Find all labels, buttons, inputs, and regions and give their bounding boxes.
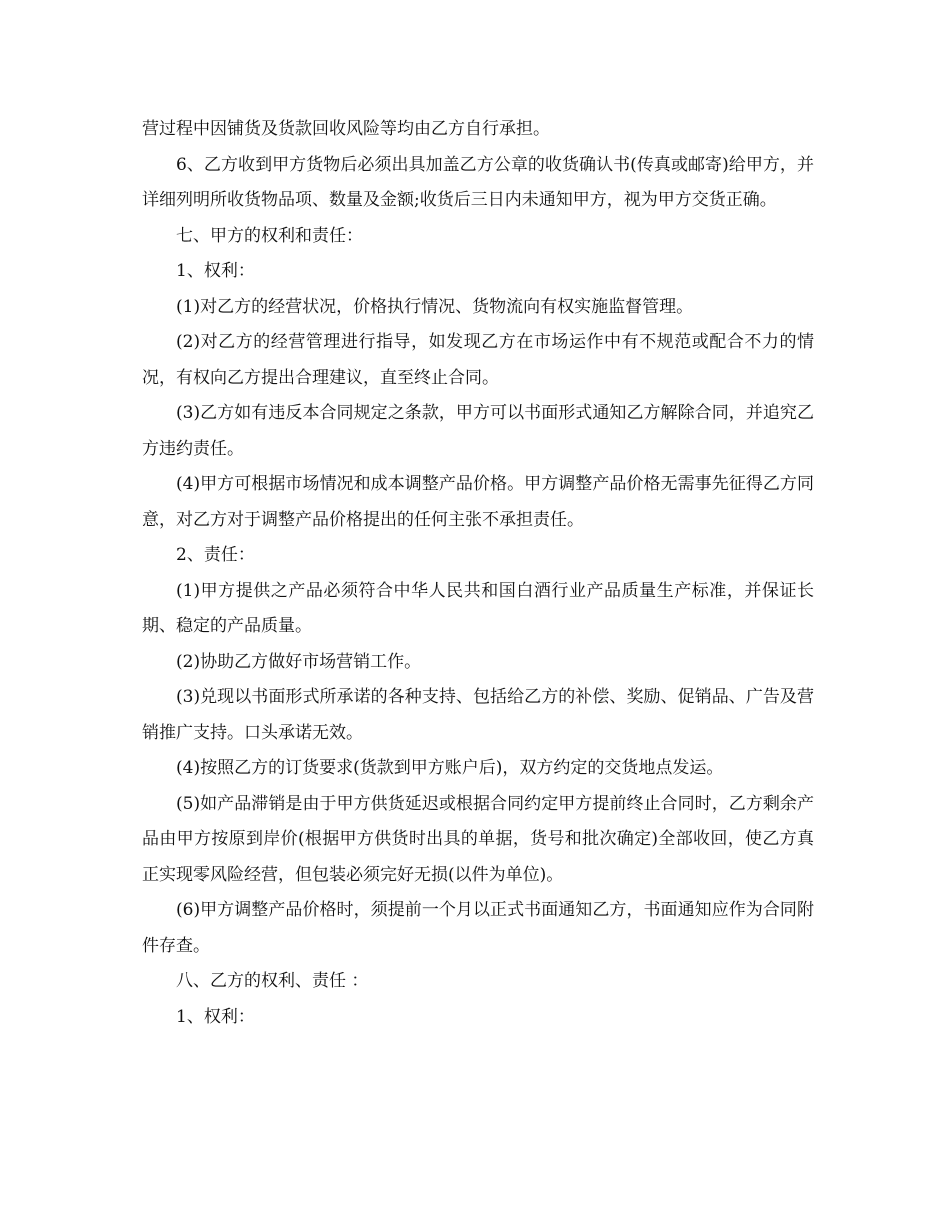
paragraph-continuation: 营过程中因铺货及货款回收风险等均由乙方自行承担。 [142,119,550,139]
section-heading-7: 七、甲方的权利和责任： [176,225,363,246]
paragraph-clause-6: 6、乙方收到甲方货物后必须出具加盖乙方公章的收货确认书(传真或邮寄)给甲方，并详细列明所收货物品项、数量及金额;收货后三日内未通知甲方，视为甲方交货正确。 [142,154,814,210]
paragraph-responsibility-5: (5)如产品滞销是由于甲方供货延迟或根据合同约定甲方提前终止合同时，乙方剩余产品由甲方按原到岸价(根据甲方供货时出具的单据，货号和批次确定)全部收回，使乙方真正实现零风险经营，但包装必须完好无损(以件为单位)。 [142,793,814,885]
paragraph-responsibility-1: (1)甲方提供之产品必须符合中华人民共和国白酒行业产品质量生产标准，并保证长期、稳定的产品质量。 [142,580,814,636]
paragraph-responsibility-4: (4)按照乙方的订货要求(货款到甲方账户后)，双方约定的交货地点发运。 [176,758,724,778]
paragraph-rights-4: (4)甲方可根据市场情况和成本调整产品价格。甲方调整产品价格无需事先征得乙方同意，对乙方对于调整产品价格提出的任何主张不承担责任。 [142,474,814,530]
paragraph-rights-1: (1)对乙方的经营状况，价格执行情况、货物流向有权实施监督管理。 [176,296,694,317]
paragraph-responsibility-6: (6)甲方调整产品价格时，须提前一个月以正式书面通知乙方，书面通知应作为合同附件存查。 [142,900,814,956]
subheading-rights-b: 1、权利： [176,1006,255,1027]
paragraph-responsibility-3: (3)兑现以书面形式所承诺的各种支持、包括给乙方的补偿、奖励、促销品、广告及营销推广支持。口头承诺无效。 [142,687,814,743]
subheading-rights: 1、权利： [176,261,255,281]
paragraph-responsibility-2: (2)协助乙方做好市场营销工作。 [176,651,422,672]
section-heading-8: 八、乙方的权利、责任 ： [176,971,369,991]
document-body [142,112,814,1035]
paragraph-rights-3: (3)乙方如有违反本合同规定之条款，甲方可以书面形式通知乙方解除合同，并追究乙方违约责任。 [142,403,814,459]
paragraph-rights-2: (2)对乙方的经营管理进行指导，如发现乙方在市场运作中有不规范或配合不力的情况，有权向乙方提出合理建议，直至终止合同。 [142,332,814,388]
subheading-responsibilities: 2、责任： [176,545,255,565]
